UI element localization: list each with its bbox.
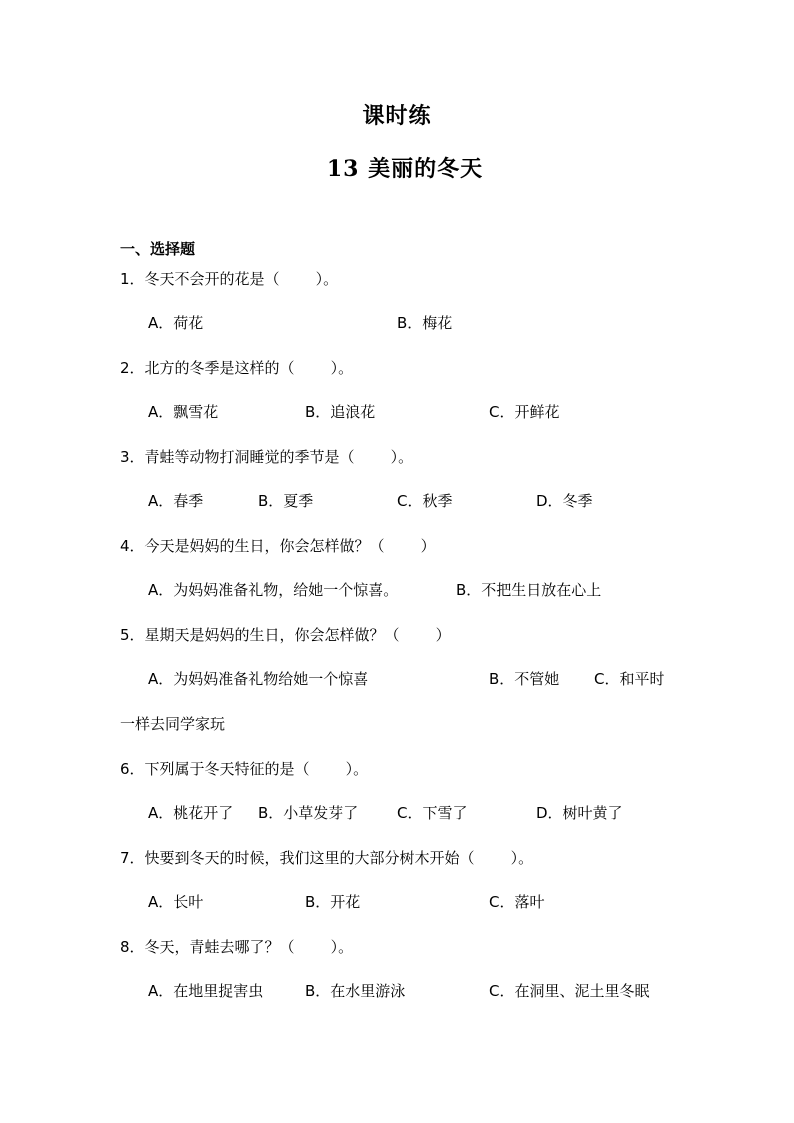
option-a[interactable]: A．春季 — [148, 492, 204, 510]
question-stem-end: ）。 — [330, 938, 354, 956]
question-number: 7． — [120, 849, 145, 867]
option-b[interactable]: B．在水里游泳 — [305, 982, 406, 1000]
option-a[interactable]: A．长叶 — [148, 893, 204, 911]
option-a[interactable]: A．为妈妈准备礼物给她一个惊喜 — [148, 670, 369, 688]
option-a[interactable]: A．飘雪花 — [148, 403, 219, 421]
option-b[interactable]: B．夏季 — [258, 492, 314, 510]
option-d[interactable]: D．树叶黄了 — [536, 804, 623, 822]
question-number: 4． — [120, 537, 145, 555]
question-stem-end: ） — [435, 626, 451, 644]
question-number: 1． — [120, 270, 145, 288]
question-stem: 冬天，青蛙去哪了？（ — [144, 938, 295, 956]
question-3 — [120, 447, 413, 467]
option-c[interactable]: C．落叶 — [489, 893, 545, 911]
question-stem: 今天是妈妈的生日，你会怎样做？（ — [144, 537, 385, 555]
question-stem: 冬天不会开的花是（ — [144, 270, 280, 288]
question-4 — [120, 536, 436, 556]
option-b[interactable]: B．不把生日放在心上 — [456, 581, 602, 599]
question-6 — [120, 759, 368, 779]
option-a[interactable]: A．在地里捉害虫 — [148, 982, 264, 1000]
option-c[interactable]: C．和平时 — [594, 670, 665, 688]
option-b[interactable]: B．开花 — [305, 893, 361, 911]
question-number: 3． — [120, 448, 145, 466]
option-d[interactable]: D．冬季 — [536, 492, 593, 510]
option-a[interactable]: A．荷花 — [148, 314, 204, 332]
question-number: 5． — [120, 626, 145, 644]
question-number: 2． — [120, 359, 145, 377]
question-number: 8． — [120, 938, 145, 956]
question-stem: 快要到冬天的时候，我们这里的大部分树木开始（ — [144, 849, 475, 867]
option-a[interactable]: A．桃花开了 — [148, 804, 234, 822]
question-stem-end: ）。 — [390, 448, 414, 466]
question-2 — [120, 358, 353, 378]
option-b[interactable]: B．梅花 — [397, 314, 453, 332]
question-1 — [120, 269, 338, 289]
question-5 — [120, 625, 451, 645]
option-a[interactable]: A．为妈妈准备礼物，给她一个惊喜。 — [148, 581, 399, 599]
section-heading: 一、选择题 — [120, 240, 196, 258]
question-stem: 北方的冬季是这样的（ — [144, 359, 295, 377]
question-stem-end: ）。 — [330, 359, 354, 377]
question-7 — [120, 848, 533, 868]
lesson-title: 13 美丽的冬天 — [326, 156, 484, 182]
question-8 — [120, 937, 353, 957]
question-stem-end: ）。 — [510, 849, 534, 867]
question-stem-end: ） — [420, 537, 436, 555]
option-c[interactable]: C．开鲜花 — [489, 403, 560, 421]
option-c[interactable]: C．在洞里、泥土里冬眠 — [489, 982, 650, 1000]
question-stem: 青蛙等动物打洞睡觉的季节是（ — [144, 448, 355, 466]
question-stem: 下列属于冬天特征的是（ — [144, 760, 310, 778]
question-stem-end: ）。 — [315, 270, 339, 288]
option-c[interactable]: C．下雪了 — [397, 804, 468, 822]
option-b[interactable]: B．不管她 — [489, 670, 560, 688]
question-stem-end: ）。 — [345, 760, 369, 778]
page-title: 课时练 — [362, 103, 432, 129]
option-b[interactable]: B．追浪花 — [305, 403, 376, 421]
option-c-continuation: 一样去同学家玩 — [120, 715, 226, 733]
question-number: 6． — [120, 760, 145, 778]
option-c[interactable]: C．秋季 — [397, 492, 453, 510]
question-stem: 星期天是妈妈的生日，你会怎样做？（ — [144, 626, 400, 644]
option-b[interactable]: B．小草发芽了 — [258, 804, 359, 822]
